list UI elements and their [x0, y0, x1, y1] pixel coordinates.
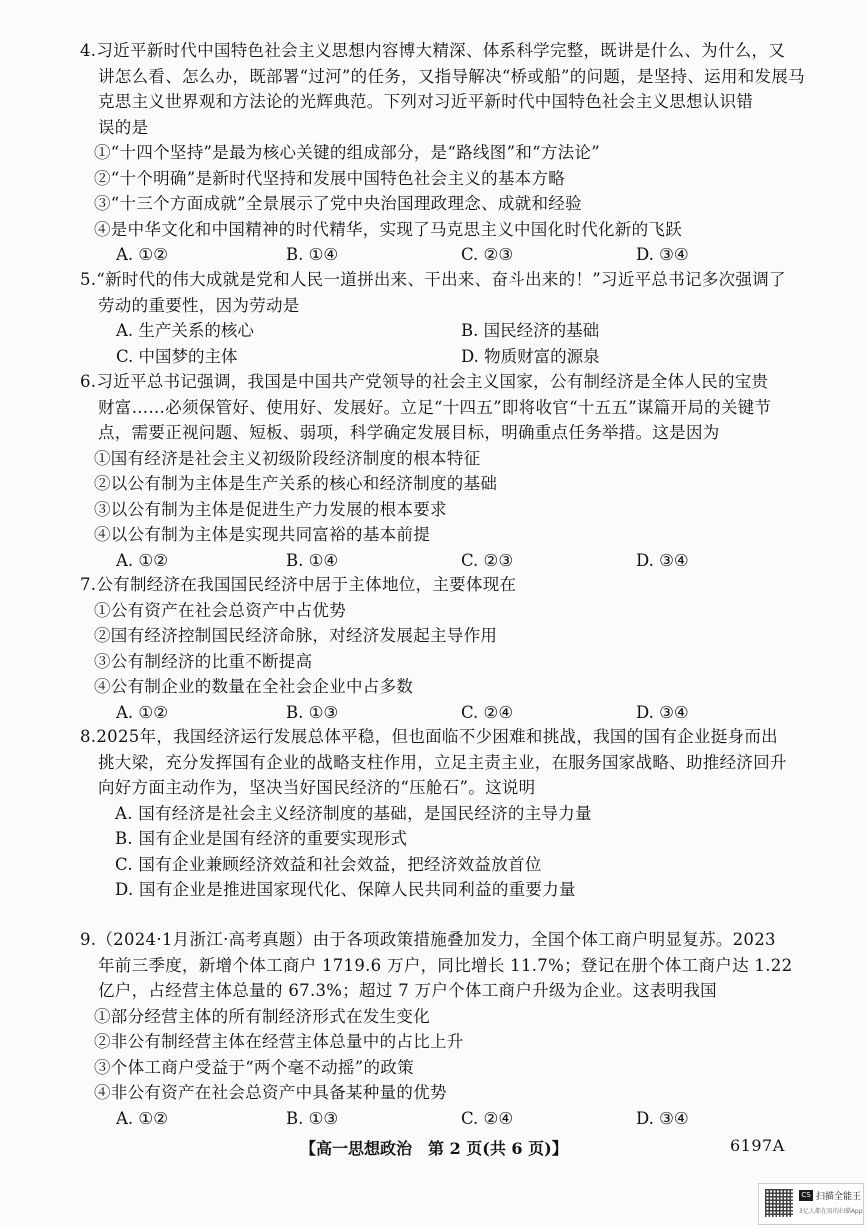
- question-stem-line: 向好方面主动作为，坚决当好国民经济的“压舱石”。这说明: [98, 778, 536, 797]
- option-a[interactable]: A. ①②: [116, 702, 168, 722]
- page-number-label: 【高一思想政治 第 2 页(共 6 页)】: [300, 1139, 568, 1158]
- option-d[interactable]: D. 国有企业是推进国家现代化、保障人民共同利益的重要力量: [115, 880, 576, 899]
- question-stem-line: 年前三季度，新增个体工商户 1719.6 万户，同比增长 11.7%；登记在册个体工商户达 1.22: [98, 955, 793, 975]
- option-a[interactable]: A. 生产关系的核心: [116, 321, 254, 340]
- option-d[interactable]: D. ③④: [636, 1108, 689, 1128]
- question-5: [80, 267, 800, 369]
- question-stem-line: 财富……必须保管好、使用好、发展好。立足“十四五”即将收官“十五五”谋篇开局的关键节: [98, 397, 772, 417]
- option-c[interactable]: C. 国有企业兼顾经济效益和社会效益，把经济效益放首位: [115, 854, 542, 874]
- question-stem-line: 7.公有制经济在我国国民经济中居于主体地位，主要体现在: [80, 575, 517, 594]
- option-c[interactable]: C. ②④: [461, 702, 514, 722]
- option-d[interactable]: D. ③④: [636, 245, 689, 264]
- question-stem-line: 劳动的重要性，因为劳动是: [98, 295, 300, 315]
- statement-item: ②“十个明确”是新时代坚持和发展中国特色社会主义的基本方略: [94, 168, 566, 188]
- option-c[interactable]: C. ②③: [461, 245, 514, 264]
- option-b[interactable]: B. ①④: [286, 245, 339, 264]
- option-c[interactable]: C. 中国梦的主体: [116, 346, 238, 366]
- question-9: [80, 927, 800, 1131]
- question-6: [80, 369, 800, 573]
- option-a[interactable]: A. 国有经济是社会主义经济制度的基础，是国民经济的主导力量: [115, 803, 592, 823]
- answer-options: [80, 700, 800, 726]
- answer-options: [80, 1106, 800, 1132]
- statement-item: ①公有资产在社会总资产中占优势: [94, 600, 346, 620]
- statement-item: ④以公有制为主体是实现共同富裕的基本前提: [94, 525, 430, 544]
- option-d[interactable]: D. 物质财富的源泉: [461, 346, 600, 366]
- camscanner-logo-icon: CS: [799, 1190, 813, 1201]
- statement-item: ②国有经济控制国民经济命脉，对经济发展起主导作用: [94, 626, 498, 645]
- question-stem-line: 9.（2024·1月浙江·高考真题）由于各项政策措施叠加发力，全国个体工商户明显复苏。2023: [80, 930, 776, 949]
- question-stem-line: 4.习近平新时代中国特色社会主义思想内容博大精深、体系科学完整，既讲是什么、为什么，又: [80, 41, 786, 60]
- question-stem-line: 讲怎么看、怎么办，既部署“过河”的任务，又指导解决“桥或船”的问题，是坚持、运用和发展马: [98, 66, 805, 86]
- statement-item: ③以公有制为主体是促进生产力发展的根本要求: [94, 499, 447, 519]
- option-a[interactable]: A. ①②: [116, 245, 168, 264]
- option-b[interactable]: B. ①③: [286, 702, 339, 722]
- statement-item: ①“十四个坚持”是最为核心关键的组成部分，是“路线图”和“方法论”: [94, 143, 601, 162]
- question-7: [80, 572, 800, 725]
- option-b[interactable]: B. ①④: [286, 550, 339, 570]
- statement-item: ③“十三个方面成就”全景展示了党中央治国理政理念、成就和经验: [94, 194, 582, 213]
- question-stem-line: 挑大梁，充分发挥国有企业的战略支柱作用，立足主责主业，在服务国家战略、助推经济回升: [98, 752, 787, 772]
- option-c[interactable]: C. ②④: [461, 1108, 514, 1128]
- page-footer: [0, 1136, 867, 1160]
- option-b[interactable]: B. 国有企业是国有经济的重要实现形式: [115, 829, 408, 848]
- scanner-watermark: [758, 1183, 864, 1225]
- answer-options: [80, 318, 800, 344]
- question-stem-line: 点，需要正视问题、短板、弱项，科学确定发展目标，明确重点任务举措。这是因为: [98, 423, 720, 442]
- statement-item: ③公有制经济的比重不断提高: [94, 651, 313, 671]
- option-a[interactable]: A. ①②: [116, 550, 168, 570]
- option-d[interactable]: D. ③④: [636, 550, 689, 570]
- question-stem-line: 亿户，占经营主体总量的 67.3%；超过 7 万户个体工商户升级为企业。这表明我国: [98, 981, 717, 1000]
- option-d[interactable]: D. ③④: [636, 702, 689, 722]
- statement-item: ③个体工商户受益于“两个毫不动摇”的政策: [94, 1057, 414, 1077]
- scanner-brand: 扫描全能王: [816, 1192, 862, 1202]
- question-stem-line: 误的是: [98, 117, 149, 137]
- option-a[interactable]: A. ①②: [116, 1108, 168, 1128]
- statement-item: ①部分经营主体的所有制经济形式在发生变化: [94, 1006, 430, 1026]
- answer-options: [80, 344, 800, 370]
- statement-item: ④公有制企业的数量在全社会企业中占多数: [94, 677, 414, 696]
- question-stem-line: 8.2025年，我国经济运行发展总体平稳，但也面临不少困难和挑战，我国的国有企业挺身而出: [80, 727, 778, 746]
- option-b[interactable]: B. 国民经济的基础: [461, 321, 600, 340]
- question-stem-line: 6.习近平总书记强调，我国是中国共产党领导的社会主义国家，公有制经济是全体人民的宝贵: [80, 372, 769, 391]
- question-stem-line: 5.“新时代的伟大成就是党和人民一道拼出来、干出来、奋斗出来的！”习近平总书记多次强调了: [80, 270, 786, 289]
- statement-item: ②以公有制为主体是生产关系的核心和经济制度的基础: [94, 474, 498, 493]
- question-stem-line: 克思主义世界观和方法论的光辉典范。下列对习近平新时代中国特色社会主义思想认识错: [98, 92, 754, 111]
- qr-code-icon: [765, 1189, 793, 1217]
- scanner-tagline: 3亿人都在用的扫描App: [799, 1208, 863, 1215]
- exam-code: 6197A: [730, 1136, 785, 1155]
- answer-options: [80, 548, 800, 574]
- statement-item: ①国有经济是社会主义初级阶段经济制度的根本特征: [94, 448, 481, 468]
- question-4: [80, 38, 805, 268]
- option-b[interactable]: B. ①③: [286, 1108, 339, 1128]
- statement-item: ④非公有资产在社会总资产中具备某种量的优势: [94, 1083, 447, 1102]
- question-8: [80, 724, 800, 903]
- statement-item: ④是中华文化和中国精神的时代精华，实现了马克思主义中国化时代化新的飞跃: [94, 219, 682, 239]
- statement-item: ②非公有制经营主体在经营主体总量中的占比上升: [94, 1032, 464, 1051]
- answer-options: [80, 242, 800, 268]
- option-c[interactable]: C. ②③: [461, 550, 514, 570]
